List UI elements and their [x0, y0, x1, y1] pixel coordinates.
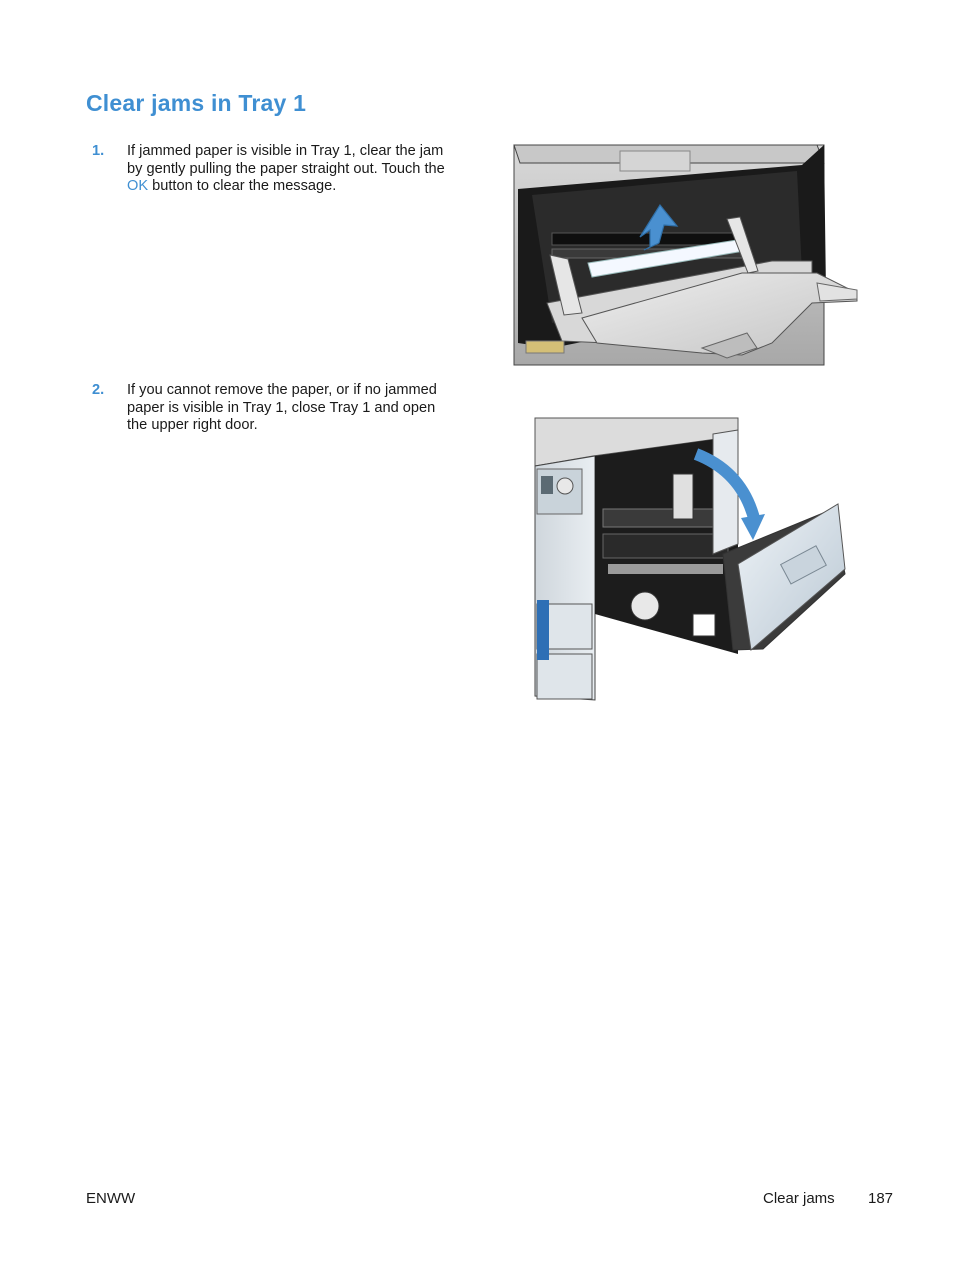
ok-highlight: OK	[127, 178, 149, 194]
step-text-part: If jammed paper is visible in Tray 1, clear the jam by gently pulling the paper straight out. Touch the	[127, 143, 445, 177]
page-title: Clear jams in Tray 1	[86, 90, 307, 116]
footer-left: ENWW	[86, 1190, 136, 1207]
step-text	[127, 143, 452, 196]
tray1-jam-illustration	[512, 143, 862, 368]
step-text: If you cannot remove the paper, or if no jammed paper is visible in Tray 1, close Tray 1 and open the upper right door.	[127, 382, 437, 433]
footer-section: Clear jams	[763, 1190, 835, 1207]
upper-right-door-illustration	[533, 414, 853, 706]
page-number: 187	[868, 1190, 894, 1207]
step-number: 2.	[92, 382, 105, 398]
step-text-part: button to clear the message.	[148, 178, 337, 194]
step-number: 1.	[92, 143, 105, 159]
